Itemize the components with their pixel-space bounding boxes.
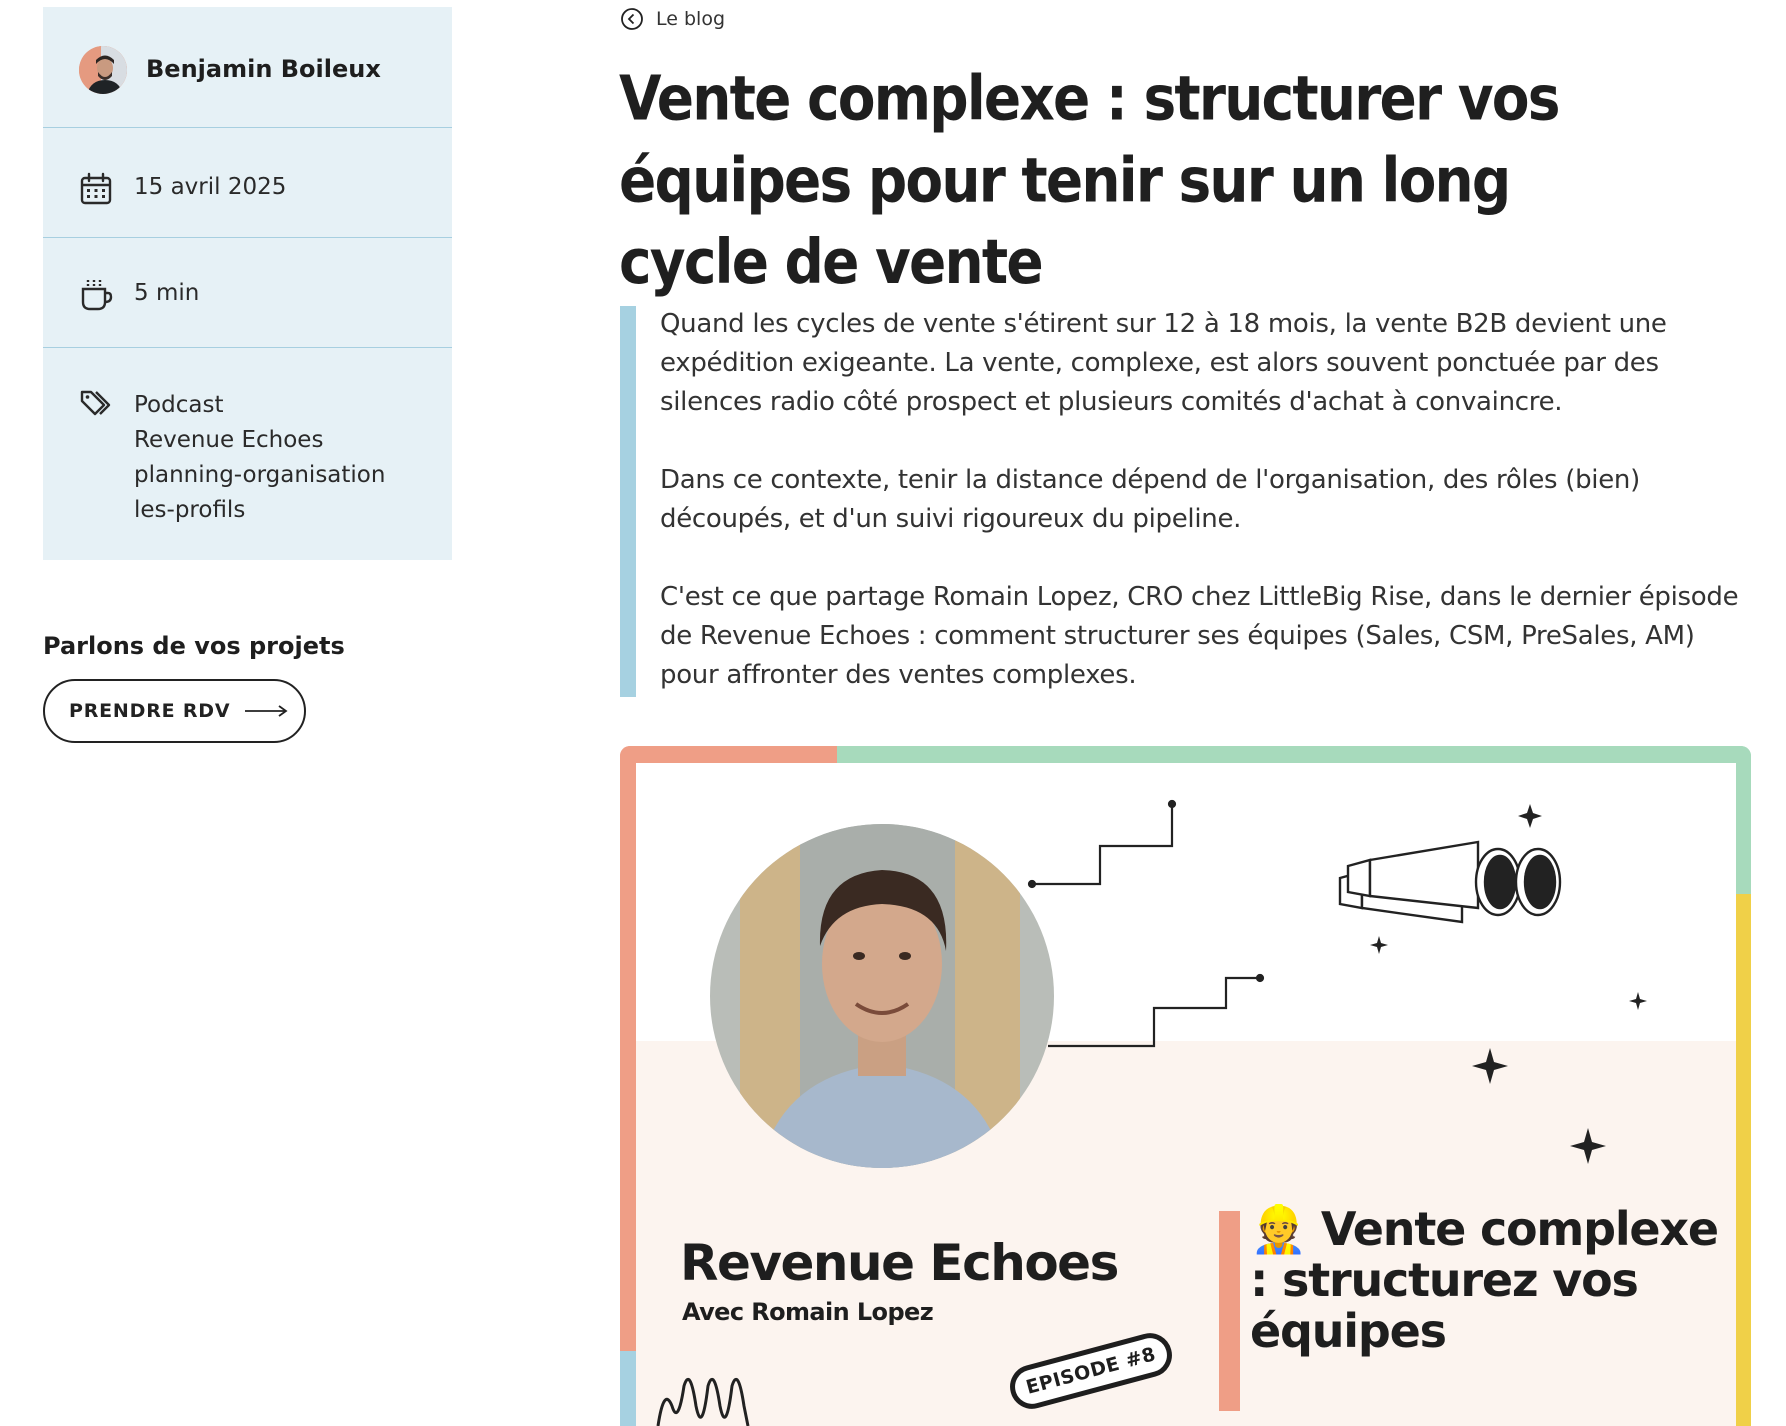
tag-link[interactable]: Podcast [134, 392, 224, 418]
publish-date: 15 avril 2025 [134, 174, 287, 200]
guest-portrait [710, 824, 1054, 1168]
worker-emoji-icon: 👷 [1250, 1202, 1307, 1256]
article-intro [660, 305, 1750, 734]
article-meta-card [43, 7, 452, 560]
intro-quote-bar [620, 306, 636, 697]
tags-icon [79, 386, 113, 420]
author-row [43, 7, 452, 128]
intro-paragraph: Quand les cycles de vente s'étirent sur 12 à 18 mois, la vente B2B devient une expédition exigeante. La vente, complexe, est alors souvent ponctuée par des silences radio côté prospect et plusieurs comités d'achat à convaincre. [660, 309, 1667, 417]
page-title: Vente complexe : structurer vos équipes pour tenir sur un long cycle de vente [619, 62, 1559, 298]
cup-icon [79, 278, 113, 312]
back-to-blog-link[interactable] [620, 7, 725, 31]
avatar [79, 46, 127, 94]
episode-number: EPISODE #8 [1023, 1343, 1159, 1399]
tag-link[interactable]: les-profils [134, 497, 246, 523]
date-row [43, 128, 452, 238]
reading-time-row [43, 238, 452, 348]
tag-list [134, 388, 385, 528]
intro-paragraph: C'est ce que partage Romain Lopez, CRO chez LittleBig Rise, dans le dernier épisode de Revenue Echoes : comment structurer ses équipes (Sales, CSM, PreSales, AM) pour affronter des ventes complexes. [660, 582, 1739, 690]
podcast-guest: Avec Romain Lopez [682, 1298, 934, 1326]
book-meeting-button[interactable] [43, 679, 306, 743]
intro-paragraph: Dans ce contexte, tenir la distance dépend de l'organisation, des rôles (bien) découpés, et d'un suivi rigoureux du pipeline. [660, 465, 1640, 534]
tag-link[interactable]: planning-organisation [134, 462, 386, 488]
podcast-title: Revenue Echoes [680, 1234, 1118, 1292]
tag-link[interactable]: Revenue Echoes [134, 427, 324, 453]
tags-row [43, 348, 452, 560]
podcast-cover-image [620, 746, 1751, 1426]
cta-title: Parlons de vos projets [43, 632, 345, 660]
cover-headline-text: Vente complexe : structurez vos équipes [1250, 1202, 1718, 1358]
hero-quote-bar [1219, 1211, 1240, 1411]
reading-time: 5 min [134, 280, 200, 306]
arrow-right-icon [244, 704, 288, 718]
author-name[interactable]: Benjamin Boileux [146, 55, 381, 83]
back-link-label: Le blog [656, 8, 726, 30]
chevron-left-circle-icon [620, 7, 644, 31]
calendar-icon [79, 172, 113, 206]
book-meeting-label: PRENDRE RDV [69, 700, 231, 722]
cover-headline [1250, 1204, 1720, 1357]
